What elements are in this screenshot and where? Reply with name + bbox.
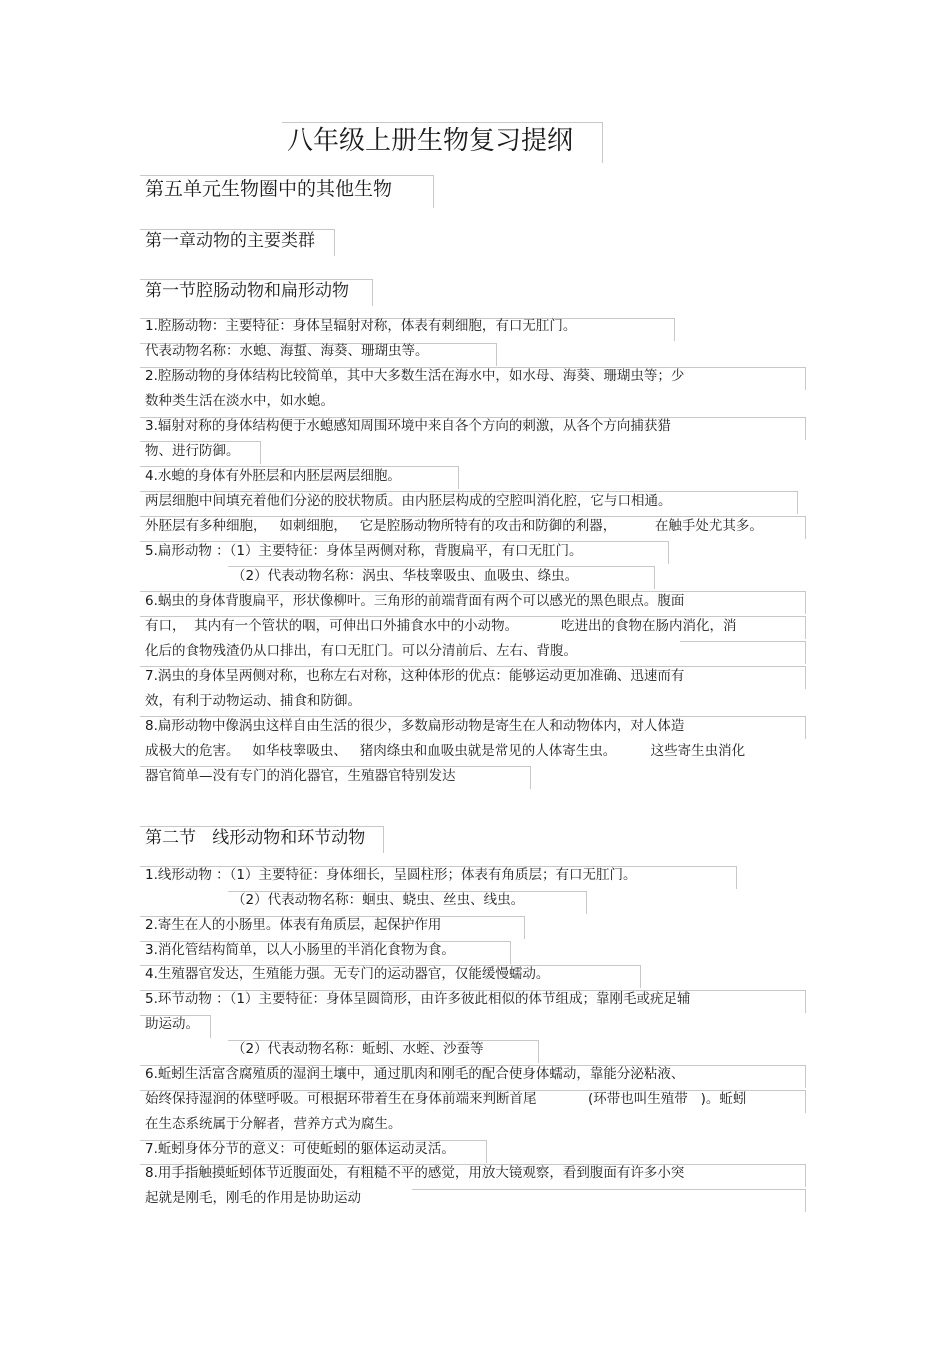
s1-line: 效，有利于动物运动、捕食和防御。 [145, 693, 361, 709]
page-title: 八年级上册生物复习提纲 [287, 126, 574, 156]
s1-line: 7.涡虫的身体呈两侧对称，也称左右对称，这种体形的优点：能够运动更加准确、迅速而有 [145, 668, 685, 684]
unit-heading: 第五单元生物圈中的其他生物 [145, 178, 393, 200]
s1-line: 8.扁形动物中像涡虫这样自由生活的很少，多数扁形动物是寄生在人和动物体内，对人体造 [145, 718, 685, 734]
s1-line: 两层细胞中间填充着他们分泌的胶状物质。由内胚层构成的空腔叫消化腔，它与口相通。 [145, 493, 672, 509]
s1-line: 2.腔肠动物的身体结构比较简单，其中大多数生活在海水中，如水母、海葵、珊瑚虫等；少 [145, 368, 685, 384]
s2-line: （2）代表动物名称：蚯蚓、水蛭、沙蚕等 [232, 1041, 484, 1057]
s2-line: （2）代表动物名称：蛔虫、蛲虫、丝虫、线虫。 [232, 892, 525, 908]
s2-line: 助运动。 [145, 1016, 199, 1032]
s2-line: 6.蚯蚓生活富含腐殖质的湿润土壤中，通过肌肉和刚毛的配合使身体蠕动，靠能分泌粘液、 [145, 1066, 685, 1082]
s2-line: 7.蚯蚓身体分节的意义：可使蚯蚓的躯体运动灵活。 [145, 1141, 455, 1157]
s1-line: 外胚层有多种细胞， 如刺细胞， 它是腔肠动物所特有的攻击和防御的利器， 在触手处尤其多。 [145, 518, 763, 534]
s1-line: 6.蜗虫的身体背腹扁平，形状像柳叶。三角形的前端背面有两个可以感光的黑色眼点。腹面 [145, 593, 685, 609]
s2-line: 1.线形动物 ：（1）主要特征：身体细长，呈圆柱形；体表有角质层；有口无肛门。 [145, 867, 637, 883]
s1-line: 数种类生活在淡水中，如水螅。 [145, 393, 334, 409]
s2-line: 始终保持湿润的体壁呼吸。可根据环带着生在身体前端来判断首尾 (环带也叫生殖带 )。蚯蚓 [145, 1091, 747, 1107]
s2-line: 2.寄生在人的小肠里。体表有角质层，起保护作用 [145, 917, 442, 933]
s1-line: 物、进行防御。 [145, 443, 240, 459]
s1-line: 器官简单—没有专门的消化器官，生殖器官特别发达 [145, 768, 456, 784]
s2-line: 8.用手指触摸蚯蚓体节近腹面处，有粗糙不平的感觉，用放大镜观察，看到腹面有许多小突 [145, 1165, 685, 1181]
s2-line: 5.环节动物 ：（1）主要特征：身体呈圆筒形，由许多彼此相似的体节组成；靠刚毛或疣足辅 [145, 991, 691, 1007]
s1-line: 化后的食物残渣仍从口排出，有口无肛门。可以分清前后、左右、背腹。 [145, 643, 577, 659]
outline-s2-13 [412, 1189, 806, 1212]
s1-line: 1.腔肠动物：主要特征：身体呈辐射对称，体表有刺细胞，有口无肛门。 [145, 318, 577, 334]
s1-line: 有口， 其内有一个管状的咽，可伸出口外捕食水中的小动物。 吃进出的食物在肠内消化，消 [145, 618, 737, 634]
outline-s1-13 [680, 641, 806, 664]
s1-line: 成极大的危害。 如华枝睾吸虫、 猪肉绦虫和血吸虫就是常见的人体寄生虫。 这些寄生虫消化 [145, 743, 746, 759]
s1-line: 5.扁形动物 ：（1）主要特征：身体呈两侧对称，背腹扁平，有口无肛门。 [145, 543, 583, 559]
chapter-heading: 第一章动物的主要类群 [145, 231, 315, 251]
s2-line: 在生态系统属于分解者，营养方式为腐生。 [145, 1116, 402, 1132]
s2-line: 起就是刚毛，刚毛的作用是协助运动 [145, 1190, 361, 1206]
s2-line: 3.消化管结构简单，以人小肠里的半消化食物为食。 [145, 942, 455, 958]
s1-line: 3.辐射对称的身体结构便于水螅感知周围环境中来自各个方向的刺激，从各个方向捕获猎 [145, 418, 671, 434]
s2-line: 4.生殖器官发达，生殖能力强。无专门的运动器官，仅能缓慢蠕动。 [145, 966, 550, 982]
section2-heading: 第二节 线形动物和环节动物 [145, 828, 366, 848]
s1-line: 4.水螅的身体有外胚层和内胚层两层细胞。 [145, 468, 401, 484]
section1-heading: 第一节腔肠动物和扁形动物 [145, 281, 349, 301]
s1-line: 代表动物名称：水螅、海蜇、海葵、珊瑚虫等。 [145, 343, 429, 359]
s1-line: （2）代表动物名称：涡虫、华枝睾吸虫、血吸虫、绦虫。 [232, 568, 579, 584]
